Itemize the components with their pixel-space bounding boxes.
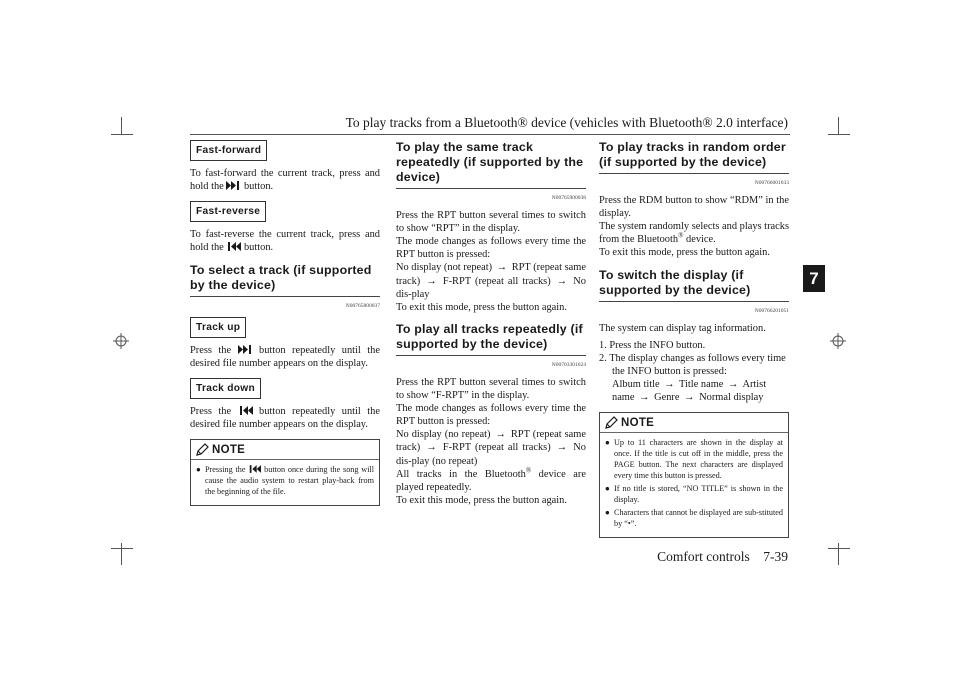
- next-track-icon: [238, 345, 253, 354]
- random-code: N00766001033: [754, 180, 789, 186]
- note-label: NOTE: [621, 416, 655, 429]
- seq-text: F-RPT (repeat all tracks): [442, 275, 551, 287]
- fast-reverse-heading: Fast-reverse: [190, 201, 266, 222]
- crop-mark-icon: [838, 117, 839, 135]
- track-up-text-a: Press the: [190, 344, 232, 356]
- registration-mark-icon: [830, 333, 846, 349]
- crop-mark-icon: [828, 134, 850, 135]
- repeat-same-p4: To exit this mode, press the button again.: [396, 301, 567, 313]
- note-pencil-icon: [604, 416, 618, 430]
- repeat-all-p4b: device are played repeatedly.: [396, 468, 586, 493]
- arrow-icon: →: [664, 379, 675, 391]
- random-p3: To exit this mode, press the button again.: [599, 247, 770, 259]
- note-header: [600, 413, 788, 432]
- repeat-all-sequence: [396, 428, 586, 467]
- previous-track-icon: [226, 242, 241, 251]
- select-track-heading: To select a track (if supported by the device): [190, 263, 380, 297]
- fast-reverse-text-a: To fast-reverse the current track, press and hold the: [190, 229, 380, 254]
- fast-forward-heading: Fast-forward: [190, 140, 267, 161]
- repeat-all-p5: To exit this mode, press the button again.: [396, 494, 567, 506]
- bullet-icon: ●: [605, 484, 610, 494]
- seq-text: Album title: [612, 379, 660, 391]
- crop-mark-icon: [111, 134, 133, 135]
- seq-text: Artist name: [612, 379, 767, 404]
- track-down-text-b: button repeatedly until the desired file number appears on the display.: [190, 406, 380, 431]
- repeat-same-heading: To play the same track repeatedly (if supported by the device): [396, 140, 586, 189]
- note-item: [605, 507, 783, 529]
- random-p2: [599, 220, 789, 246]
- bullet-icon: ●: [605, 438, 610, 448]
- note-body: [600, 432, 788, 537]
- note-text-a: Pressing the: [205, 465, 246, 475]
- seq-text: No dis-play: [396, 275, 586, 300]
- switch-display-heading: To switch the display (if supported by the device): [599, 268, 789, 302]
- repeat-same-sequence: [396, 261, 586, 300]
- switch-display-code: N00766201051: [754, 307, 789, 314]
- arrow-icon: →: [639, 392, 650, 404]
- registered-mark: ®: [678, 231, 684, 240]
- seq-text: F-RPT (repeat all tracks): [442, 442, 551, 454]
- switch-display-steps: [599, 339, 789, 404]
- fast-forward-text: [190, 167, 380, 193]
- footer-section: Comfort controls: [657, 549, 750, 564]
- page-footer: [640, 549, 788, 565]
- random-p2a: The system randomly selects and plays tracks from the Bluetooth: [599, 221, 789, 246]
- repeat-all-p4: [396, 468, 586, 494]
- note-box: [190, 439, 380, 506]
- track-down-text: [190, 405, 380, 431]
- column-1: [190, 140, 380, 506]
- note-box: [599, 412, 789, 538]
- arrow-icon: →: [728, 379, 739, 391]
- step-2: 2. The display changes as follows every time the INFO button is pressed:: [599, 352, 786, 377]
- select-track-code: N00765800037: [345, 302, 380, 309]
- crop-mark-icon: [121, 117, 122, 135]
- seq-text: Normal display: [699, 392, 764, 404]
- random-p1: Press the RDM button to show “RDM” in the display.: [599, 195, 789, 220]
- arrow-icon: →: [556, 275, 568, 287]
- track-up-heading: Track up: [190, 317, 246, 338]
- arrow-icon: →: [426, 275, 437, 287]
- note-item: [605, 483, 783, 505]
- seq-text: No display (not repeat): [396, 262, 493, 274]
- repeat-all-p2: The mode changes as follows every time the RPT button is pressed:: [396, 403, 586, 428]
- step-1: 1. Press the INFO button.: [599, 339, 706, 351]
- repeat-same-code: N00765900038: [551, 195, 586, 201]
- column-2: [396, 140, 586, 515]
- note-item: [605, 437, 783, 481]
- display-sequence: [599, 378, 789, 404]
- bullet-icon: ●: [605, 508, 610, 518]
- seq-text: Genre: [654, 392, 680, 404]
- repeat-all-heading: To play all tracks repeatedly (if supported by the device): [396, 322, 586, 356]
- note-header: [191, 440, 379, 459]
- previous-track-icon: [248, 465, 261, 473]
- arrow-icon: →: [426, 442, 437, 454]
- track-up-text-b: button repeatedly until the desired file number appears on the display.: [190, 344, 380, 369]
- seq-text: No display (no repeat): [396, 429, 491, 441]
- fast-forward-text-a: To fast-forward the current track, press and hold the: [190, 168, 380, 193]
- note-text-b: button once during the song will cause the audio system to restart play-back from the beginning of the file.: [205, 465, 375, 497]
- page-header-title: To play tracks from a Bluetooth® device (vehicles with Bluetooth® 2.0 interface): [345, 115, 788, 130]
- repeat-all-p4a: All tracks in the Bluetooth: [396, 468, 526, 480]
- repeat-all-p1: Press the RPT button several times to switch to show “F-RPT” in the display.: [396, 376, 586, 402]
- track-down-heading: Track down: [190, 378, 261, 399]
- track-down-text-a: Press the: [190, 406, 232, 418]
- arrow-icon: →: [495, 429, 506, 441]
- note-item-text: Characters that cannot be displayed are sub-stituted by “•”.: [614, 508, 783, 529]
- registration-mark-icon: [113, 333, 129, 349]
- repeat-same-p2: The mode changes as follows every time the RPT button is pressed:: [396, 236, 586, 261]
- note-item-text: Up to 11 characters are shown in the display at once. If the title is cut off in the middle, press the PAGE button. The next characters are displayed every time this button is pressed.: [614, 438, 783, 481]
- track-up-text: [190, 344, 380, 370]
- footer-page-number: 7-39: [763, 549, 788, 564]
- seq-text: No dis-play (no repeat): [396, 442, 586, 467]
- repeat-same-p1: Press the RPT button several times to switch to show “RPT” in the display.: [396, 210, 586, 235]
- crop-mark-icon: [111, 548, 133, 549]
- note-item-text: If no title is stored, “NO TITLE” is shown in the display.: [614, 484, 783, 505]
- fast-forward-text-b: button.: [243, 181, 274, 193]
- chapter-tab[interactable]: 7: [803, 265, 825, 292]
- crop-mark-icon: [828, 548, 850, 549]
- random-p2b: device.: [686, 234, 716, 246]
- note-label: NOTE: [212, 443, 246, 456]
- switch-display-p1: The system can display tag information.: [599, 322, 766, 334]
- repeat-all-code: N00703301024: [551, 361, 586, 368]
- note-pencil-icon: [195, 443, 209, 457]
- header-rule: [190, 134, 790, 135]
- arrow-icon: →: [684, 392, 695, 404]
- crop-mark-icon: [838, 543, 839, 565]
- next-track-icon: [226, 181, 241, 190]
- bullet-icon: ●: [196, 465, 201, 475]
- registered-mark: ®: [525, 466, 532, 475]
- fast-reverse-text-b: button.: [243, 242, 274, 254]
- arrow-icon: →: [556, 442, 568, 454]
- column-3: [599, 140, 789, 538]
- note-body: [191, 459, 379, 505]
- previous-track-icon: [238, 406, 253, 415]
- crop-mark-icon: [121, 543, 122, 565]
- arrow-icon: →: [496, 262, 508, 274]
- random-heading: To play tracks in random order (if supported by the device): [599, 140, 789, 174]
- seq-text: RPT (repeat same track): [396, 262, 586, 287]
- note-item: [196, 464, 374, 497]
- fast-reverse-text: [190, 228, 380, 254]
- seq-text: Title name: [679, 379, 724, 391]
- seq-text: RPT (repeat same track): [396, 429, 586, 454]
